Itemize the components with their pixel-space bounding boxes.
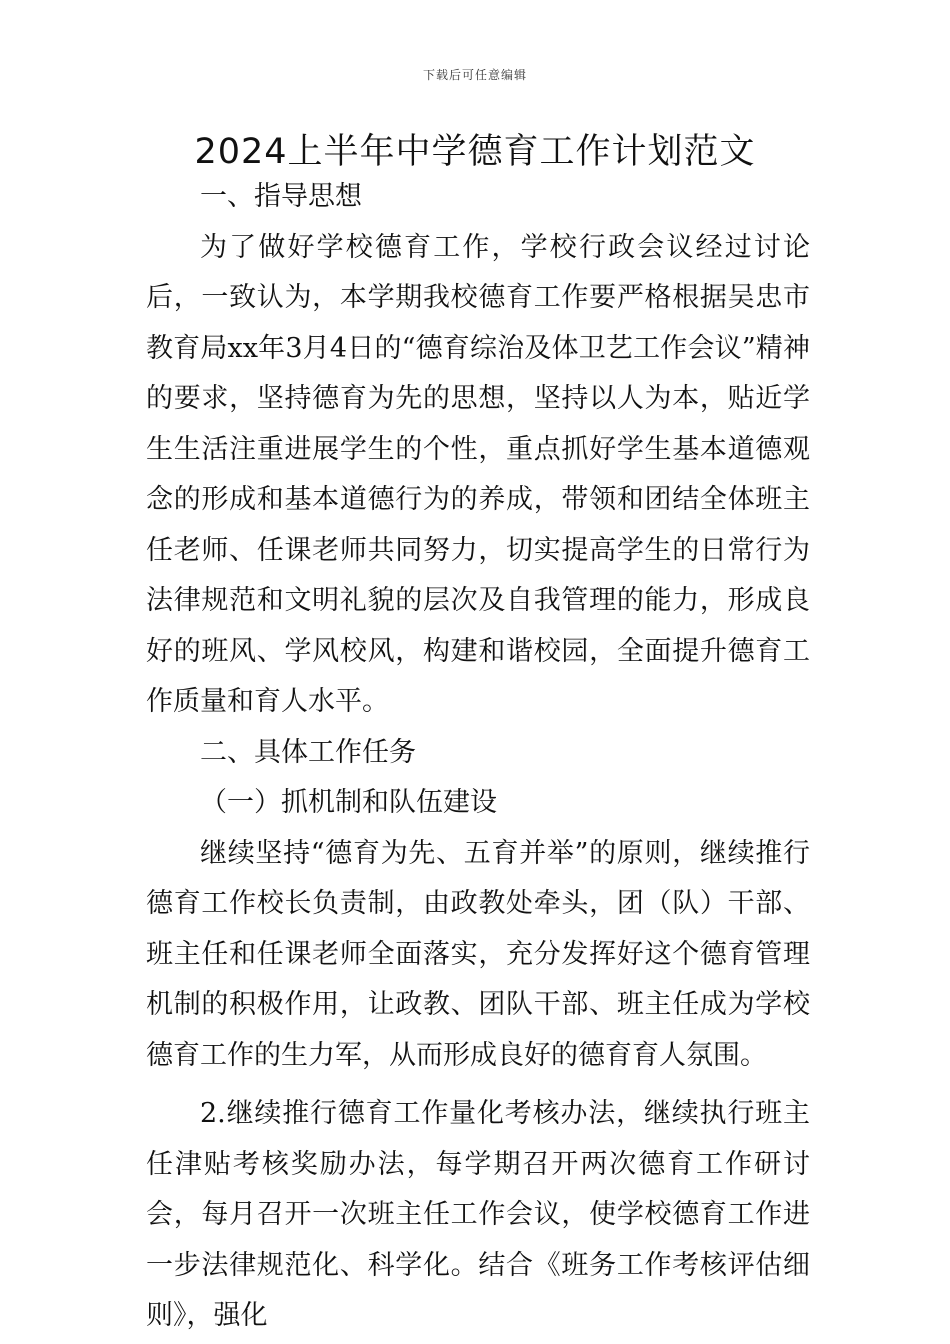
header-note: 下载后可任意编辑 [422, 68, 527, 82]
document-title: 2024上半年中学德育工作计划范文 [194, 132, 756, 172]
paragraph-guiding-ideology: 为了做好学校德育工作，学校行政会议经过讨论后，一致认为，本学期我校德育工作要严格根据吴忠市教育局xx年3月4日的“德育综治及体卫艺工作会议”精神的要求，坚持德育为先的思想，坚持以人为本，贴近学生生活注重进展学生的个性，重点抓好学生基本道德观念的形成和基本道德行为的养成，带领和团结全体班主任老师、任课老师共同努力，切实提高学生的日常行为法律规范和文明礼貌的层次及自我管理的能力，形成良好的班风、学风校风，构建和谐校园，全面提升德育工作质量和育人水平。 [146, 231, 810, 717]
subsection-heading-mechanism: （一）抓机制和队伍建设 [200, 787, 497, 818]
document-body [146, 172, 810, 1342]
paragraph-quantified-assessment: 2.继续推行德育工作量化考核办法，继续执行班主任津贴考核奖励办法，每学期召开两次德育工作研讨会，每月召开一次班主任工作会议，使学校德育工作进一步法律规范化、科学化。结合《班务工作考核评估细则》，强化 [146, 1098, 810, 1331]
section-heading-guiding-ideology: 一、指导思想 [200, 181, 362, 212]
paragraph-gap [146, 1081, 810, 1089]
section-heading-specific-tasks: 二、具体工作任务 [200, 736, 416, 768]
paragraph-mechanism: 继续坚持“德育为先、五育并举”的原则，继续推行德育工作校长负责制，由政教处牵头，团（队）干部、班主任和任课老师全面落实，充分发挥好这个德育管理机制的积极作用，让政教、团队干部、班主任成为学校德育工作的生力军，从而形成良好的德育育人氛围。 [146, 837, 810, 1071]
